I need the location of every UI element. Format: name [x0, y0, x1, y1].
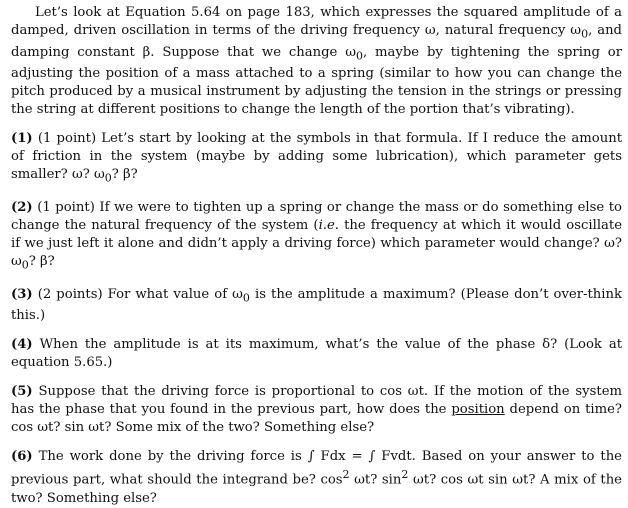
exponent: 2 — [342, 468, 350, 482]
question-text: the frequency at which it would oscillate if we just left it alone and didn’t apply a driving force) which parameter would change? ω? ω — [11, 217, 622, 269]
question-text: depend on time? cos ωt? sin ωt? Some mix of the two? Something else? — [11, 402, 622, 436]
question-text-italic: i.e. — [318, 217, 339, 233]
question-number: (2) — [11, 199, 33, 215]
question-text: is the amplitude a maximum? (Please don’t over-think this.) — [11, 286, 622, 324]
question-number: (6) — [11, 449, 33, 465]
question-text: ωt? cos ωt sin ωt? A mix of the two? Something else? — [11, 472, 622, 506]
omega-subscript: 0 — [242, 291, 250, 305]
omega-subscript: 0 — [21, 258, 29, 272]
question-text: When the amplitude is at its maximum, what’s the value of the phase δ? (Look at equation 5.65.) — [11, 337, 622, 371]
omega-subscript: 0 — [104, 171, 112, 185]
intro-text-1: Let’s look at Equation 5.64 on page 183, which expresses the squared amplitude of a damped, driven oscillation in terms of the driving frequency ω, natural frequency ω — [11, 5, 622, 38]
question-text: The work done by the driving force is ∫ Fdx = ∫ Fvdt. Based on your answer to the previous part, what should the integrand be? cos — [11, 449, 622, 488]
exponent: 2 — [401, 468, 409, 482]
question-number: (4) — [11, 337, 33, 353]
question-number: (5) — [11, 384, 33, 400]
omega-subscript: 0 — [355, 49, 363, 63]
question-5 — [11, 383, 622, 437]
question-2 — [11, 199, 622, 275]
question-text: (2 points) For what value of ω — [32, 286, 243, 302]
question-text: ωt? sin — [349, 472, 402, 488]
question-text: Suppose that the driving force is proportional to cos ωt. If the motion of the system has the phase that you found in the previous part, how does the — [11, 384, 622, 418]
intro-text-3: , maybe by tightening the spring or adjusting the position of a mass attached to a spring (similar to how you can change the pitch produced by a musical instrument by adjusting the tension in the strings or pressing the string at different positions to change the length of the portion that’s vibrating). — [11, 44, 622, 118]
question-4 — [11, 336, 622, 372]
question-1 — [11, 130, 622, 188]
question-text: (1 point) If we were to tighten up a spring or change the mass or do something else to change the natural frequency of the system ( — [11, 199, 622, 233]
intro-text-2: , and damping constant β. Suppose that we change ω — [11, 23, 622, 60]
question-text: ? β? — [111, 167, 138, 183]
question-number: (1) — [11, 131, 33, 147]
omega-subscript: 0 — [581, 27, 589, 41]
question-text-underlined: position — [451, 402, 505, 418]
question-text: ? β? — [28, 253, 55, 269]
intro-paragraph — [11, 4, 622, 119]
question-6 — [11, 448, 622, 507]
question-3 — [11, 286, 622, 326]
question-number: (3) — [11, 286, 33, 302]
question-text: (1 point) Let’s start by looking at the symbols in that formula. If I reduce the amount of friction in the system (maybe by adding some lubrication), which parameter gets smaller? ω? ω — [11, 131, 622, 183]
